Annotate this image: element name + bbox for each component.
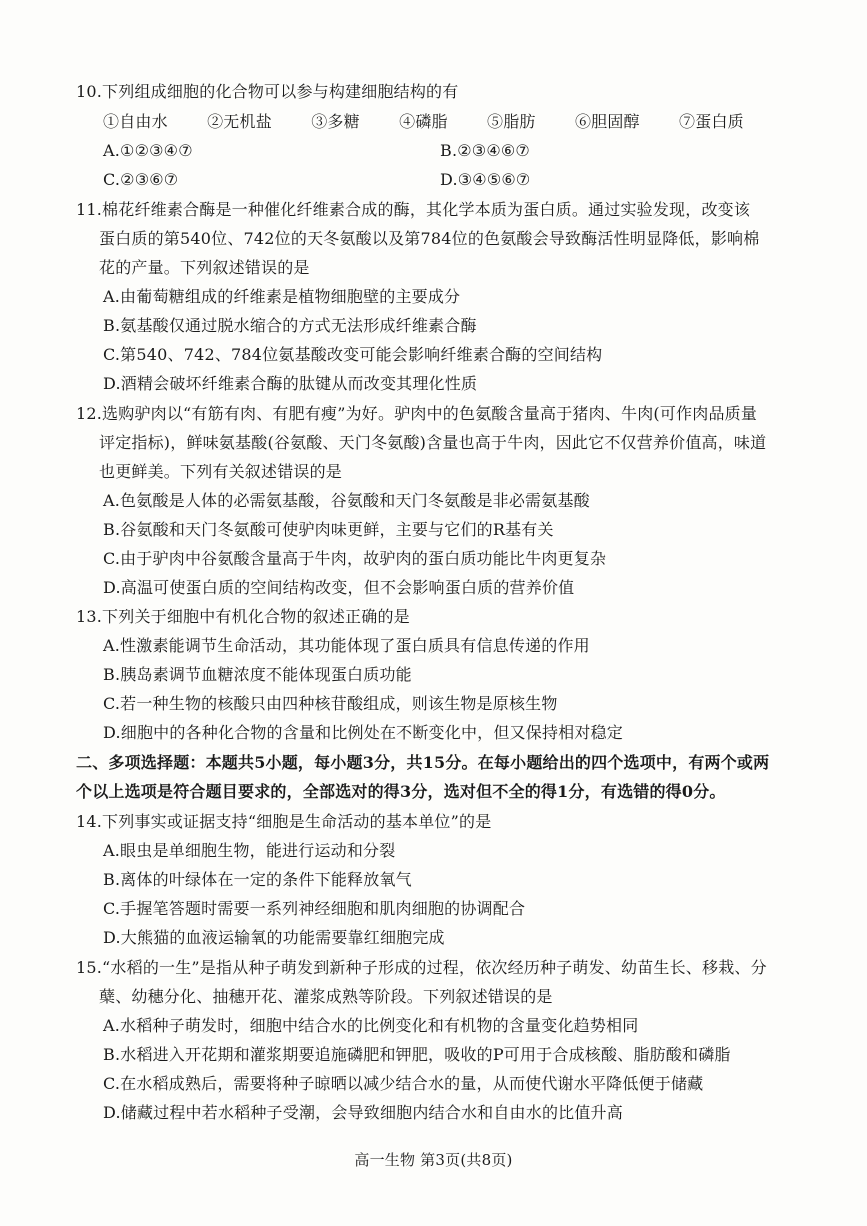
q15-option-d: D.储藏过程中若水稻种子受潮，会导致细胞内结合水和自由水的比值升高 xyxy=(103,1103,623,1122)
question-11-stem: 蛋白质的第540位、742位的天冬氨酸以及第784位的色氨酸会导致酶活性明显降低，影响棉 xyxy=(99,229,760,248)
question-12-stem: 12.选购驴肉以“有筋有肉、有肥有瘦”为好。驴肉中的色氨酸含量高于猪肉、牛肉(可作肉品质量 xyxy=(76,404,758,423)
q11-option-c: C.第540、742、784位氨基酸改变可能会影响纤维素合酶的空间结构 xyxy=(103,345,603,364)
question-14-stem: 14.下列事实或证据支持“细胞是生命活动的基本单位”的是 xyxy=(76,812,492,831)
q10-item: ①自由水 xyxy=(103,112,168,131)
q14-option-c: C.手握笔答题时需要一系列神经细胞和肌肉细胞的协调配合 xyxy=(103,899,526,918)
q12-option-a: A.色氨酸是人体的必需氨基酸，谷氨酸和天门冬氨酸是非必需氨基酸 xyxy=(103,491,590,510)
section-2-heading: 个以上选项是符合题目要求的，全部选对的得3分，选对但不全的得1分，有选错的得0分。 xyxy=(76,782,726,801)
question-11-stem: 花的产量。下列叙述错误的是 xyxy=(99,258,310,277)
q10-item: ⑥胆固醇 xyxy=(574,112,640,131)
q12-option-d: D.高温可使蛋白质的空间结构改变，但不会影响蛋白质的营养价值 xyxy=(103,578,575,597)
q13-option-b: B.胰岛素调节血糖浓度不能体现蛋白质功能 xyxy=(103,665,412,684)
q10-option-a: A.①②③④⑦ xyxy=(103,141,193,160)
question-13-stem: 13.下列关于细胞中有机化合物的叙述正确的是 xyxy=(76,607,410,626)
question-10-stem: 10.下列组成细胞的化合物可以参与构建细胞结构的有 xyxy=(76,82,459,101)
question-15-stem: 15.“水稻的一生”是指从种子萌发到新种子形成的过程，依次经历种子萌发、幼苗生长、移栽、分 xyxy=(76,958,767,977)
q15-option-a: A.水稻种子萌发时，细胞中结合水的比例变化和有机物的含量变化趋势相同 xyxy=(103,1016,639,1035)
q10-item: ④磷脂 xyxy=(399,112,448,131)
q14-option-b: B.离体的叶绿体在一定的条件下能释放氧气 xyxy=(103,870,412,889)
q13-option-c: C.若一种生物的核酸只由四种核苷酸组成，则该生物是原核生物 xyxy=(103,694,558,713)
q10-option-c: C.②③⑥⑦ xyxy=(103,170,179,189)
question-11-stem: 11.棉花纤维素合酶是一种催化纤维素合成的酶，其化学本质为蛋白质。通过实验发现，改变该 xyxy=(76,200,751,219)
q10-item: ③多糖 xyxy=(311,112,360,131)
q10-item: ⑤脂肪 xyxy=(487,112,536,131)
q12-option-c: C.由于驴肉中谷氨酸含量高于牛肉，故驴肉的蛋白质功能比牛肉更复杂 xyxy=(103,549,607,568)
q10-option-d: D.③④⑤⑥⑦ xyxy=(440,170,531,189)
section-2-heading: 二、多项选择题：本题共5小题，每小题3分，共15分。在每小题给出的四个选项中，有两个或两 xyxy=(76,753,770,772)
q13-option-d: D.细胞中的各种化合物的含量和比例处在不断变化中，但又保持相对稳定 xyxy=(103,723,623,742)
q15-option-b: B.水稻进入开花期和灌浆期要追施磷肥和钾肥，吸收的P可用于合成核酸、脂肪酸和磷脂 xyxy=(103,1045,731,1064)
q10-item: ②无机盐 xyxy=(207,112,272,131)
q12-option-b: B.谷氨酸和天门冬氨酸可使驴肉味更鲜，主要与它们的R基有关 xyxy=(103,520,554,539)
q10-option-b: B.②③④⑥⑦ xyxy=(440,141,530,160)
question-15-stem: 蘖、幼穗分化、抽穗开花、灌浆成熟等阶段。下列叙述错误的是 xyxy=(99,987,553,1006)
page-footer: 高一生物 第3页(共8页) xyxy=(354,1151,513,1169)
q14-option-a: A.眼虫是单细胞生物，能进行运动和分裂 xyxy=(103,841,396,860)
q11-option-d: D.酒精会破坏纤维素合酶的肽键从而改变其理化性质 xyxy=(103,374,478,393)
question-12-stem: 评定指标)，鲜味氨基酸(谷氨酸、天门冬氨酸)含量也高于牛肉，因此它不仅营养价值高，味道 xyxy=(99,433,767,452)
q15-option-c: C.在水稻成熟后，需要将种子晾晒以减少结合水的量，从而使代谢水平降低便于储藏 xyxy=(103,1074,704,1093)
q14-option-d: D.大熊猫的血液运输氧的功能需要靠红细胞完成 xyxy=(103,928,445,947)
q13-option-a: A.性激素能调节生命活动，其功能体现了蛋白质具有信息传递的作用 xyxy=(103,636,590,655)
question-12-stem: 也更鲜美。下列有关叙述错误的是 xyxy=(99,462,343,481)
q10-item: ⑦蛋白质 xyxy=(679,112,744,131)
q11-option-b: B.氨基酸仅通过脱水缩合的方式无法形成纤维素合酶 xyxy=(103,316,477,335)
q11-option-a: A.由葡萄糖组成的纤维素是植物细胞壁的主要成分 xyxy=(103,287,461,306)
question-10-items xyxy=(103,110,744,134)
